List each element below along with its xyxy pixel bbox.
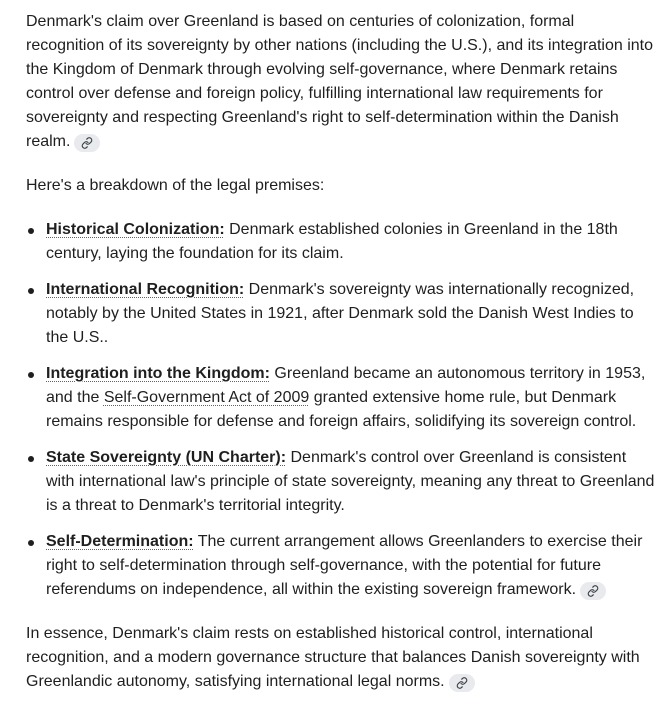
link-icon [456, 677, 468, 689]
premise-text: Denmark's control over Greenland is consistent with international law's principle of state sovereignty, meaning any threat to Greenland is a threat to Denmark's territorial integrity. [46, 449, 655, 514]
list-item [26, 218, 655, 266]
list-item [26, 362, 655, 434]
premise-text: Denmark's sovereignty was internationally recognized, notably by the United States in 1921, after Denmark sold the Danish West Indies to the U.S.. [46, 281, 635, 346]
legal-premises-list [26, 218, 655, 602]
premise-term[interactable]: Historical Colonization: [46, 221, 225, 238]
list-item [26, 446, 655, 518]
premise-text: Denmark established colonies in Greenland in the 18th century, laying the foundation for its claim. [46, 221, 618, 262]
premise-term[interactable]: International Recognition: [46, 281, 245, 298]
breakdown-lead: Here's a breakdown of the legal premises: [26, 177, 325, 194]
premise-text: The current arrangement allows Greenlanders to exercise their right to self-determination through self-governance, with the potential for future referendums on independence, all within the existing sovereign framework. [46, 533, 643, 598]
intro-paragraph [26, 10, 655, 154]
intro-text: Denmark's claim over Greenland is based on centuries of colonization, formal recognition of its sovereignty by other nations (including the U.S.), and its integration into the Kingdom of Denmark through evolving self-governance, where Denmark retains control over defense and foreign policy, fulfilling international law requirements for sovereignty and respecting Greenland's right to self-determination within the Danish realm. [26, 13, 654, 150]
link-icon [81, 137, 93, 149]
source-link-button[interactable] [449, 674, 475, 692]
premise-term[interactable]: Self-Determination: [46, 533, 194, 550]
self-government-act-link[interactable]: Self-Government Act of 2009 [103, 389, 310, 406]
source-link-button[interactable] [580, 582, 606, 600]
bullet-icon [28, 372, 34, 378]
premise-term[interactable]: State Sovereignty (UN Charter): [46, 449, 287, 466]
premise-text: Greenland became an autonomous territory in 1953, and the [46, 365, 646, 406]
bullet-icon [28, 288, 34, 294]
bullet-icon [28, 540, 34, 546]
bullet-icon [28, 228, 34, 234]
list-item [26, 278, 655, 350]
source-link-button[interactable] [74, 134, 100, 152]
link-icon [587, 585, 599, 597]
conclusion-paragraph [26, 622, 655, 694]
premise-term[interactable]: Integration into the Kingdom: [46, 365, 270, 382]
list-item [26, 530, 655, 602]
conclusion-text: In essence, Denmark's claim rests on established historical control, international recognition, and a modern governance structure that balances Danish sovereignty with Greenlandic autonomy, satisfying international legal norms. [26, 625, 640, 690]
bullet-icon [28, 456, 34, 462]
premise-text: granted extensive home rule, but Denmark remains responsible for defense and foreign affairs, solidifying its sovereign control. [46, 389, 637, 430]
